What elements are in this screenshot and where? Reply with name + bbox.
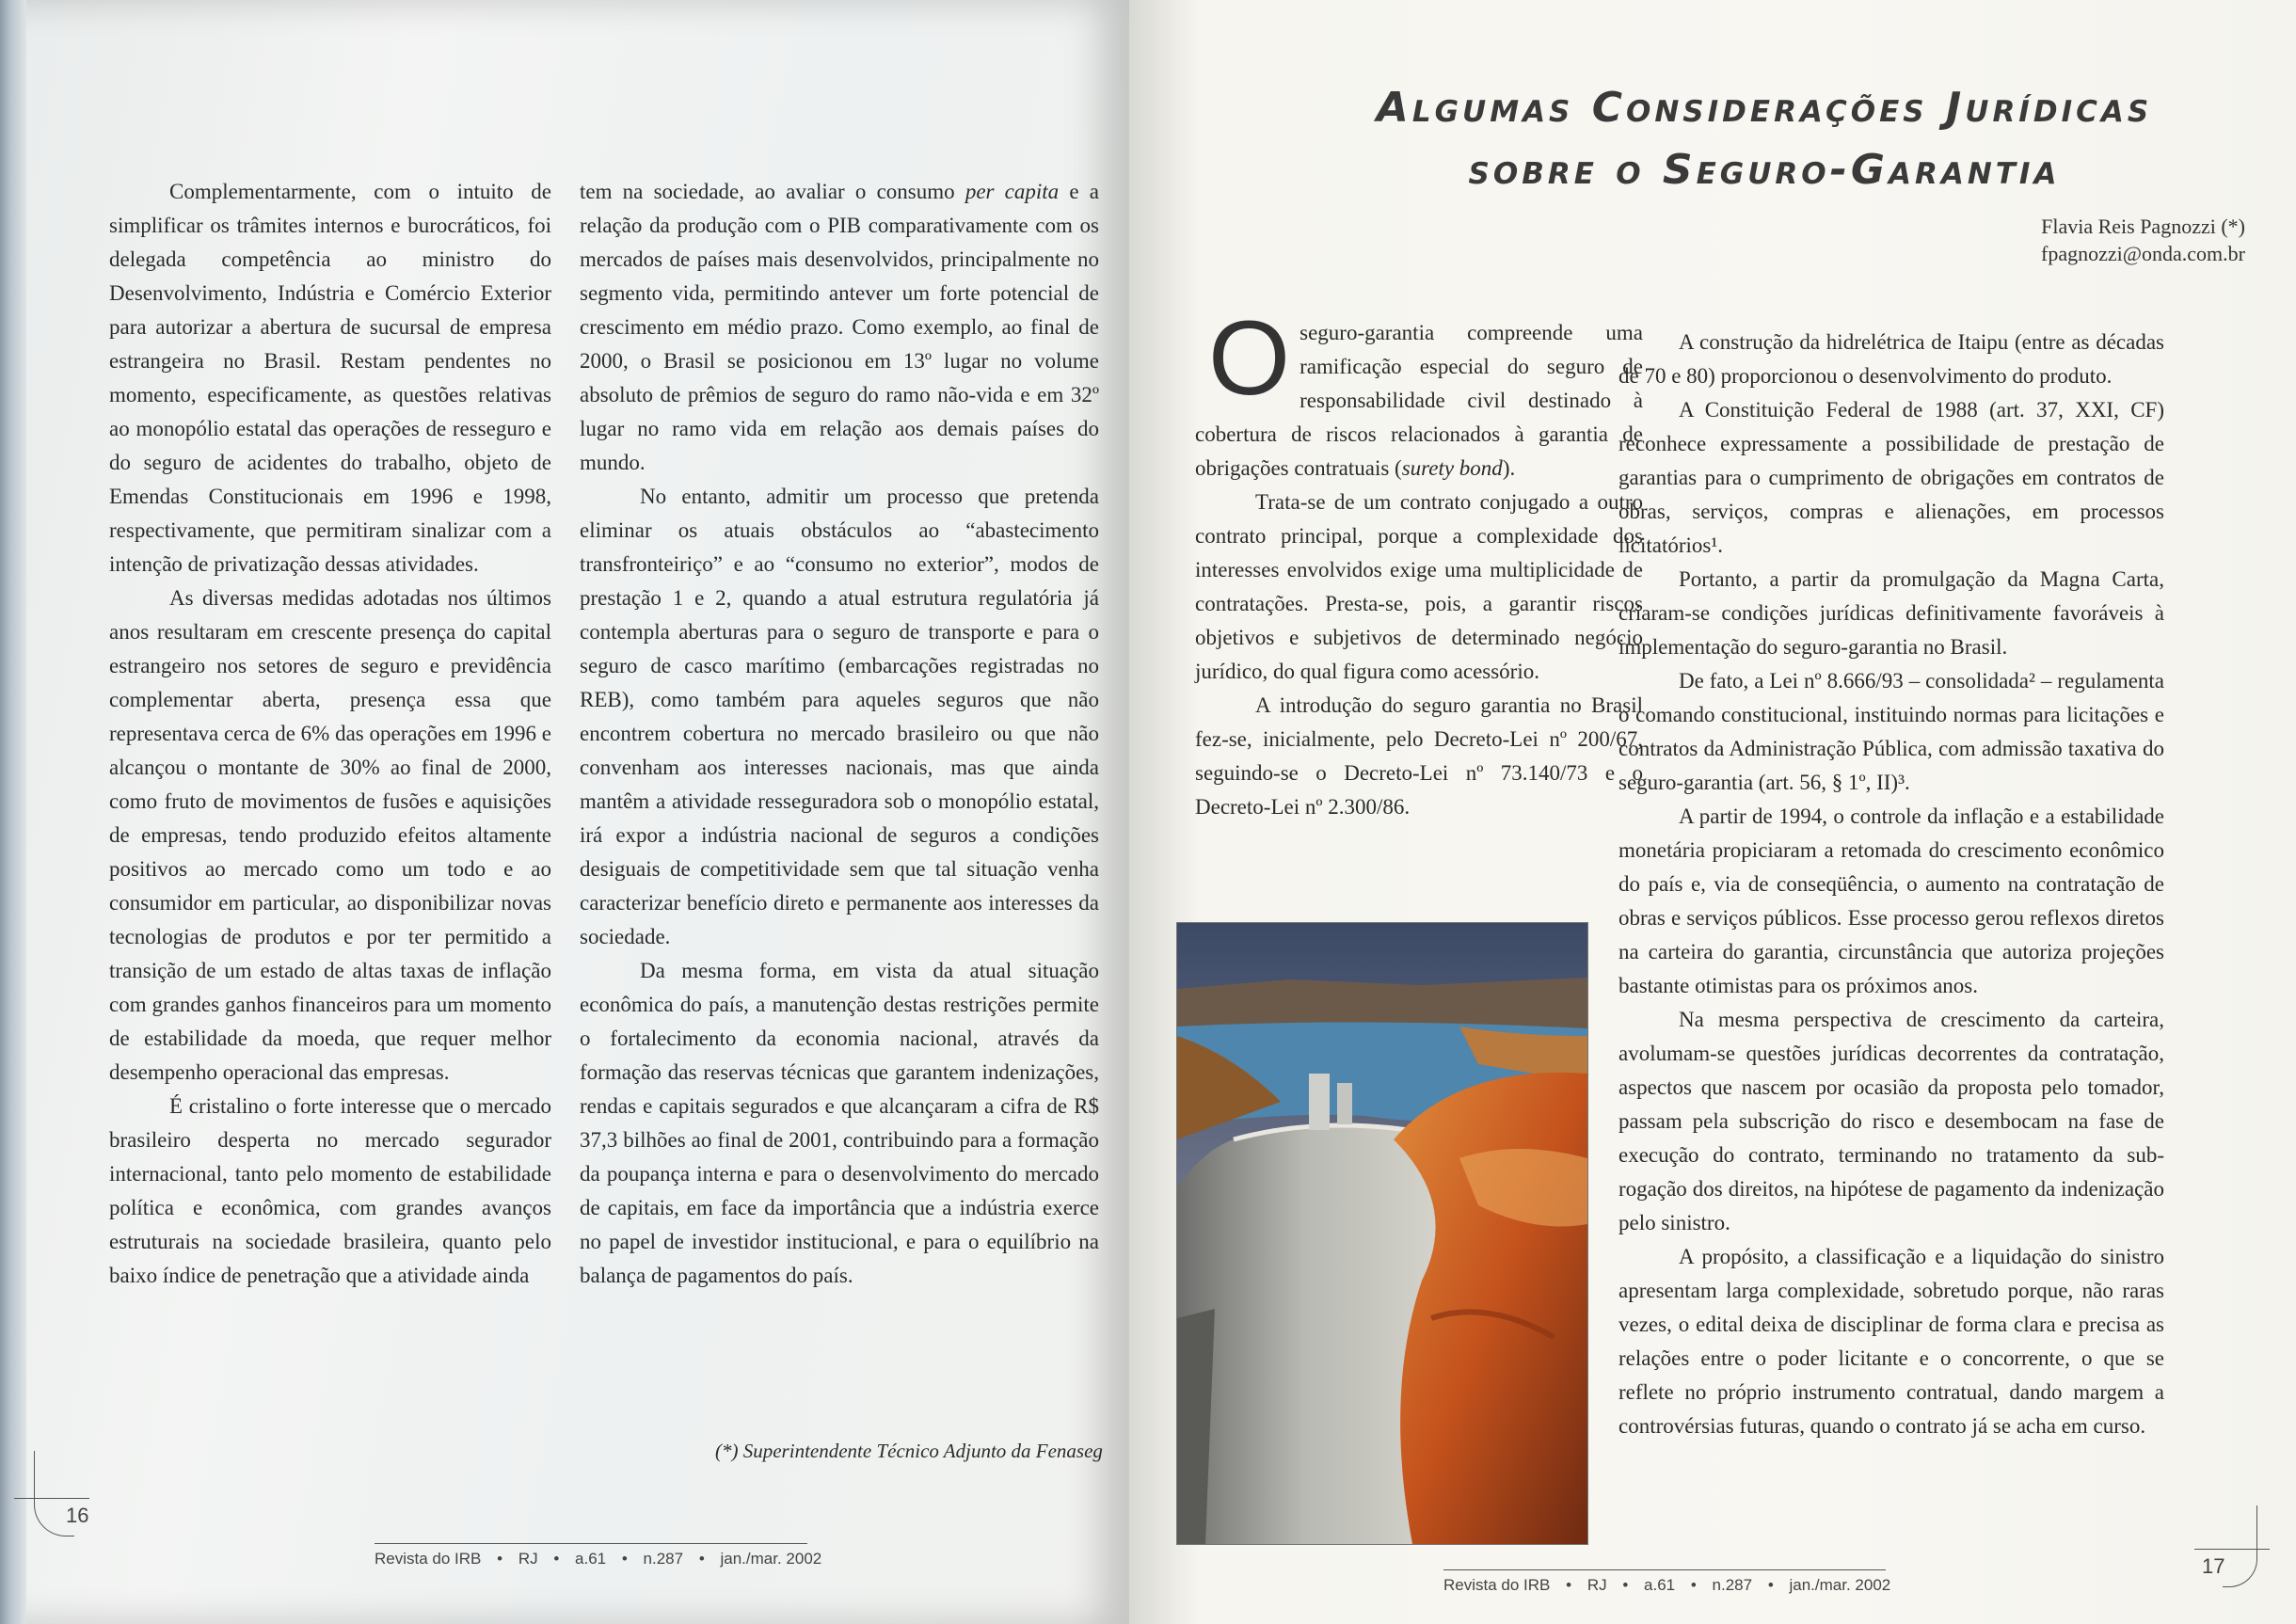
paragraph: As diversas medidas adotadas nos últimos anos resultaram em crescente presença do capital estrangeiro nos setores de seguro e previdência complementar aberta, presença essa que representava cerca de 6% das operações em 1996 e alcançou o montante de 30% ao final de 2000, como fruto de movimentos de fusões e aquisições de empresas, tendo produzido efeitos altamente positivos ao mercado como um todo e ao consumidor em particular, ao disponibilizar novas tecnologias de produtos e por ter permitido a transição de um estado de altas taxas de inflação com grandes ganhos financeiros para um momento de estabilidade da moeda, que requer melhor desempenho operacional das empresas. [109,586,551,1084]
footer-separator: • [1767,1576,1774,1594]
footer-city: RJ [518,1550,538,1568]
footer-journal: Revista do IRB [1443,1576,1551,1594]
footer-number: n.287 [643,1550,684,1568]
byline [2041,213,2245,267]
text-run: ). [1502,456,1516,480]
paragraph: A construção da hidrelétrica de Itaipu (entre as décadas de 70 e 80) proporcionou o desenvolvimento do produto. [1618,330,2164,388]
footer-separator: • [1690,1576,1697,1594]
text-run: tem na sociedade, ao avaliar o consumo [580,180,965,203]
paragraph: A partir de 1994, o controle da inflação e a estabilidade monetária propiciaram a retomada do crescimento econômico do país e, via de conseqüência, o aumento na contratação de obras e serviços públicos. Esse processo gerou reflexos diretos na carteira do garantia, circunstância que autoriza projeções bastante otimistas para os próximos anos. [1618,804,2164,997]
running-footer [375,1543,822,1568]
footer-separator: • [497,1550,503,1568]
paragraph: A propósito, a classificação e a liquidação do sinistro apresentam larga complexidade, sobretudo porque, não raras vezes, o edital deixa de disciplinar de forma clara e precisa as relações entre o poder licitante e o concorrente, o que se reflete no próprio instrumento contratual, dando margem a controvérsias futuras, quando o contrato já se acha em curso. [1618,1245,2164,1438]
footer-year: a.61 [1644,1576,1676,1594]
emphasis-surety-bond: surety bond [1401,456,1503,480]
footer-city: RJ [1586,1576,1607,1594]
page-number: 17 [2202,1554,2225,1578]
author-name: Flavia Reis Pagnozzi (*) [2041,215,2245,238]
article-title [1242,77,2287,201]
footer-separator: • [698,1550,705,1568]
page-number: 16 [66,1504,89,1527]
paragraph: A introdução do seguro garantia no Brasil fez-se, inicialmente, pelo Decreto-Lei nº 200/67, seguindo-se o Decreto-Lei nº 73.140/73 e o Decreto-Lei nº 2.300/86. [1195,693,1643,819]
paragraph: Na mesma perspectiva de crescimento da carteira, avolumam-se questões jurídicas decorrentes da contratação, aspectos que nascem por ocasião da proposta pelo tomador, passam pela subscrição do risco e desembocam na fase de execução do contrato, terminando no tratamento da sub-rogação dos direitos, na hipótese de pagamento da indenização pelo sinistro. [1618,1008,2164,1234]
paragraph: É cristalino o forte interesse que o mercado brasileiro desperta no mercado segurador internacional, tanto pelo momento de estabilidade política e econômica, com grandes avanços estruturais na sociedade brasileira, quanto pelo baixo índice de penetração que a atividade ainda [109,1094,551,1287]
left-column-2 [580,175,1099,1293]
dam-illustration [1177,923,1587,1544]
footer-year: a.61 [575,1550,607,1568]
paragraph [1195,299,1643,486]
paragraph: Trata-se de um contrato conjugado a outro contrato principal, porque a complexidade dos interesses envolvidos exige uma multiplicidade de contratações. Presta-se, pois, a garantir riscos objetivos e subjetivos de determinado negócio jurídico, do qual figura como acessório. [1195,490,1643,683]
title-line-2: sobre o Seguro-Garantia [1468,146,2061,194]
footer-separator: • [1566,1576,1572,1594]
footer-journal: Revista do IRB [375,1550,482,1568]
text-run: e a relação da produção com o PIB comparativamente com os mercados de países mais desenvolvidos, principalmente no segmento vida, permitindo antever um forte potencial de crescimento em médio prazo. Como exemplo, ao final de 2000, o Brasil se posicionou em 13º lugar no volume absoluto de prêmios de seguro do ramo não-vida e em 32º lugar no ramo vida em relação aos demais países do mundo. [580,180,1099,474]
drop-cap: O [1208,299,1291,417]
right-column-2 [1618,326,2164,1443]
author-email: fpagnozzi@onda.com.br [2041,242,2245,265]
paragraph: A Constituição Federal de 1988 (art. 37, XXI, CF) reconhece expressamente a possibilidade de prestação de garantias para o cumprimento de obrigações em contratos de obras, serviços, compras e alienações, em processos licitatórios¹. [1618,398,2164,557]
paragraph: De fato, a Lei nº 8.666/93 – consolidada² – regulamenta o comando constitucional, instituindo normas para licitações e contratos da Administração Pública, com admissão taxativa do seguro-garantia (art. 56, § 1º, II)³. [1618,669,2164,794]
title-line-1: Algumas Considerações Jurídicas [1376,84,2153,132]
footer-separator: • [621,1550,628,1568]
binder-edge [0,0,26,1624]
emphasis-per-capita: per capita [965,180,1060,203]
right-column-1 [1195,299,1643,824]
text-run: seguro-garantia compreende uma ramificação especial do seguro de responsabilidade civil destinado à cobertura de riscos relacionados à garantia de obrigações contratuais ( [1195,321,1643,480]
author-footnote: (*) Superintendente Técnico Adjunto da Fenaseg [715,1440,1103,1462]
footer-separator: • [553,1550,560,1568]
left-column-1 [109,175,551,1293]
paragraph: Complementarmente, com o intuito de simplificar os trâmites internos e burocráticos, foi delegada competência ao ministro do Desenvolvimento, Indústria e Comércio Exterior para autorizar a abertura de sucursal de empresa estrangeira no Brasil. Restam pendentes no momento, especificamente, as questões relativas ao monopólio estatal das operações de resseguro e do seguro de acidentes do trabalho, objeto de Emendas Constitucionais em 1996 e 1998, respectivamente, que permitiram sinalizar com a intenção de privatização dessas atividades. [109,180,551,576]
paragraph: No entanto, admitir um processo que pretenda eliminar os atuais obstáculos ao “abastecimento transfronteiriço” e ao “consumo no exterior”, modos de prestação 1 e 2, quando a atual estrutura regulatória já contempla aberturas para o seguro de transporte e para o seguro de casco marítimo (embarcações registradas no REB), como também para aqueles seguros que não encontrem cobertura no mercado brasileiro ou que não convenham aos interesses nacionais, mas que ainda mantêm a atividade resseguradora sob o monopólio estatal, irá expor a indústria nacional de seguros a condições desiguais de competitividade sem que tal situação venha caracterizar benefício direto e permanente aos interesses da sociedade. [580,485,1099,948]
right-page [1129,0,2296,1624]
running-footer [1443,1569,1891,1595]
left-page [0,0,1129,1624]
footer-period: jan./mar. 2002 [720,1550,822,1568]
page-corner-mark [2223,1505,2257,1587]
footer-period: jan./mar. 2002 [1789,1576,1891,1594]
paragraph: Da mesma forma, em vista da atual situação econômica do país, a manutenção destas restrições permite o fortalecimento da economia nacional, através da formação das reservas técnicas que garantem indenizações, rendas e capitais segurados e que alcançaram a cifra de R$ 37,3 bilhões ao final de 2001, contribuindo para a formação da poupança interna e para o desenvolvimento do mercado de capitais, em face da importância que a indústria exerce no papel de investidor institucional, e para o equilíbrio na balança de pagamentos do país. [580,959,1099,1287]
paragraph: Portanto, a partir da promulgação da Magna Carta, criaram-se condições jurídicas definitivamente favoráveis à implementação do seguro-garantia no Brasil. [1618,567,2164,659]
footer-separator: • [1622,1576,1629,1594]
dam-photo [1176,922,1588,1545]
footer-number: n.287 [1712,1576,1753,1594]
paragraph [580,175,1099,480]
